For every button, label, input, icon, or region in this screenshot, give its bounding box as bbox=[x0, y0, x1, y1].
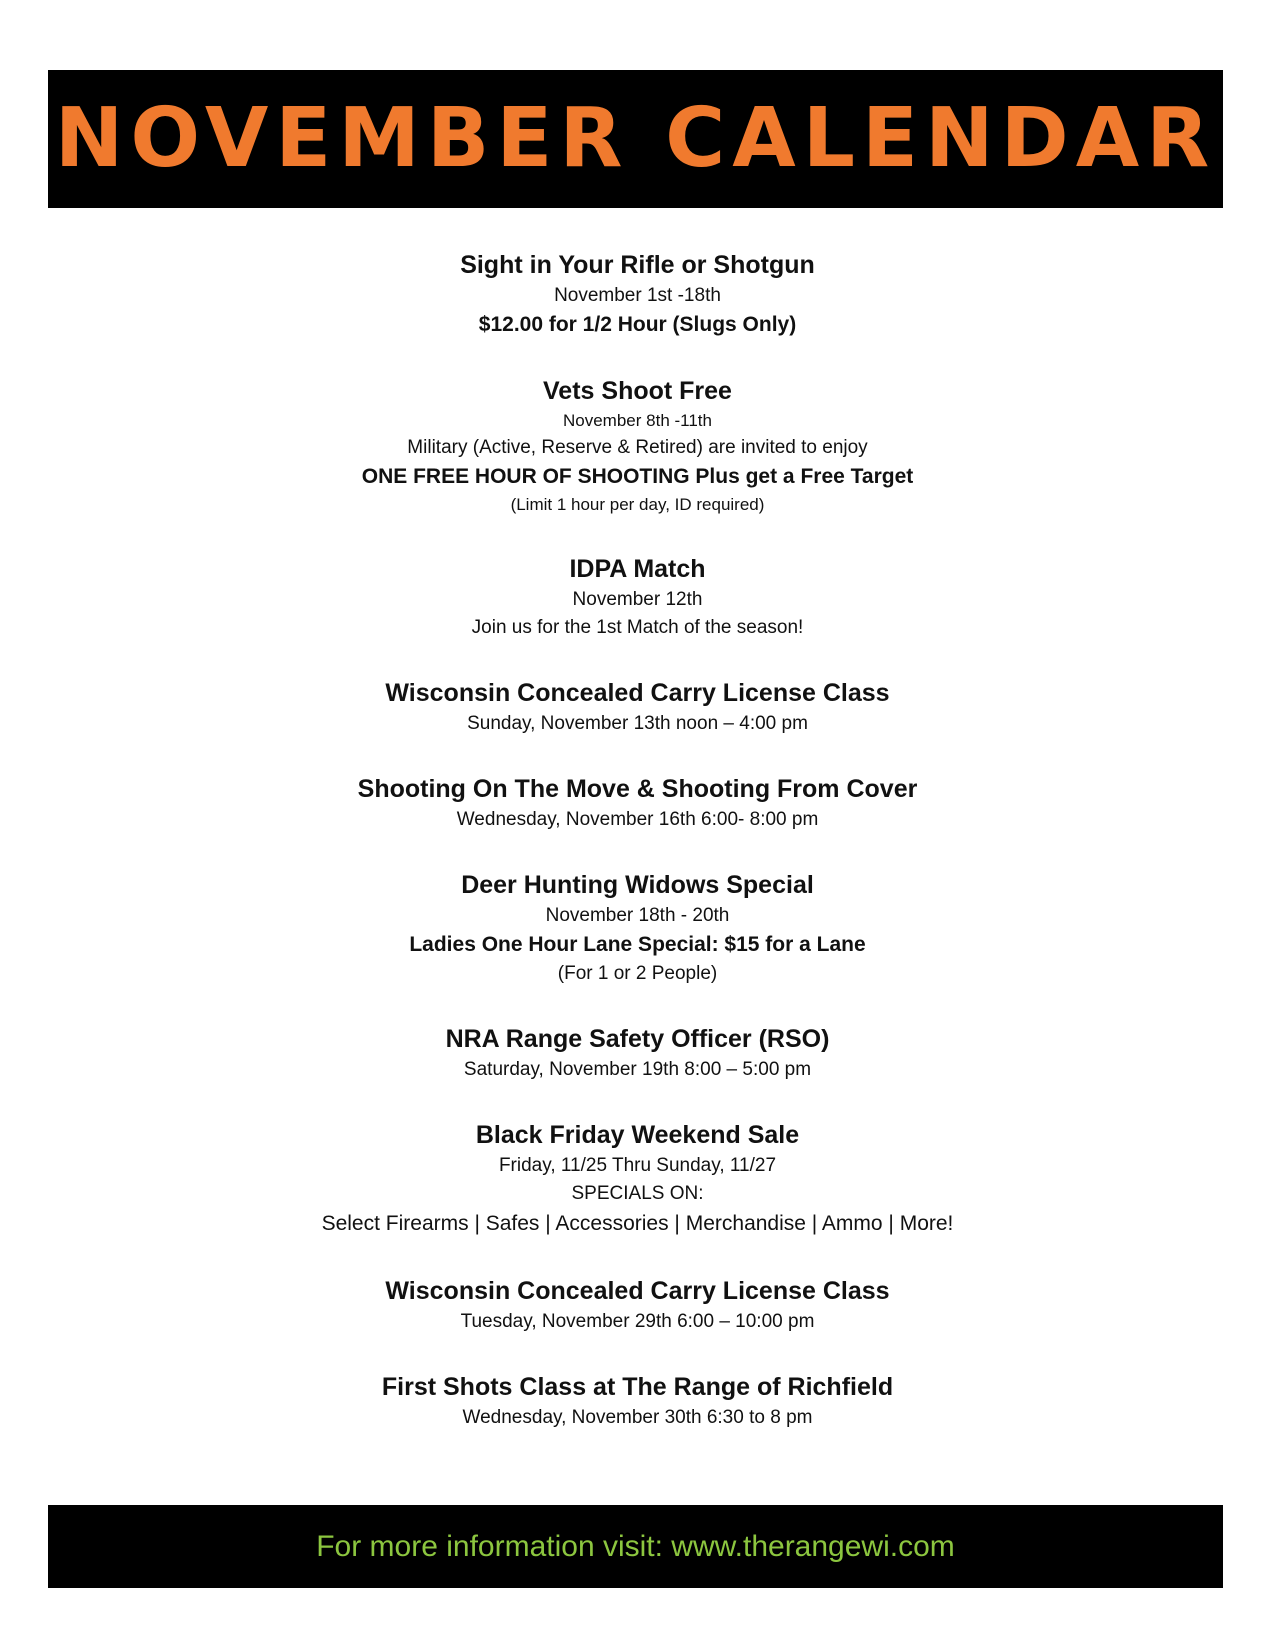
event-detail-line: Friday, 11/25 Thru Sunday, 11/27 bbox=[498, 1155, 777, 1176]
event-detail-line: Wednesday, November 30th 6:30 to 8 pm bbox=[462, 1407, 813, 1428]
event-title: Shooting On The Move & Shooting From Cover bbox=[357, 775, 918, 803]
event-detail-line: November 8th -11th bbox=[563, 411, 712, 430]
event-block bbox=[0, 1370, 1275, 1432]
header-banner bbox=[48, 70, 1223, 208]
footer-info-text: For more information visit: www.therangewi.com bbox=[316, 1529, 955, 1563]
event-block bbox=[0, 552, 1275, 642]
event-block bbox=[0, 1118, 1275, 1240]
event-detail-line: Join us for the 1st Match of the season! bbox=[471, 617, 804, 638]
event-title: Sight in Your Rifle or Shotgun bbox=[460, 251, 815, 279]
event-title: Wisconsin Concealed Carry License Class bbox=[385, 679, 890, 707]
event-detail-line: Sunday, November 13th noon – 4:00 pm bbox=[467, 713, 808, 734]
event-block bbox=[0, 868, 1275, 988]
event-block bbox=[0, 248, 1275, 340]
event-detail-line: (For 1 or 2 People) bbox=[557, 963, 718, 984]
event-detail-line: Tuesday, November 29th 6:00 – 10:00 pm bbox=[460, 1311, 815, 1332]
event-detail-line: November 1st -18th bbox=[554, 285, 721, 306]
footer-banner bbox=[48, 1505, 1223, 1588]
event-title: First Shots Class at The Range of Richfield bbox=[381, 1373, 894, 1401]
event-list bbox=[0, 248, 1275, 1466]
event-title: Black Friday Weekend Sale bbox=[475, 1121, 800, 1149]
event-detail-line: November 18th - 20th bbox=[545, 905, 730, 926]
event-detail-line: (Limit 1 hour per day, ID required) bbox=[510, 495, 765, 514]
event-title: Vets Shoot Free bbox=[543, 377, 732, 405]
event-title: Deer Hunting Widows Special bbox=[461, 871, 814, 899]
event-block bbox=[0, 1022, 1275, 1084]
event-block bbox=[0, 772, 1275, 834]
event-detail-line: November 12th bbox=[572, 589, 703, 610]
event-detail-line: ONE FREE HOUR OF SHOOTING Plus get a Free Target bbox=[361, 465, 914, 488]
event-detail-line: $12.00 for 1/2 Hour (Slugs Only) bbox=[478, 313, 797, 336]
event-block bbox=[0, 1274, 1275, 1336]
event-block bbox=[0, 374, 1275, 518]
event-title: Wisconsin Concealed Carry License Class bbox=[385, 1277, 890, 1305]
page-title: NOVEMBER CALENDAR bbox=[54, 91, 1217, 186]
event-detail-line: Wednesday, November 16th 6:00- 8:00 pm bbox=[456, 809, 819, 830]
event-detail-line: Select Firearms | Safes | Accessories | Merchandise | Ammo | More! bbox=[321, 1212, 954, 1235]
event-detail-line: Military (Active, Reserve & Retired) are invited to enjoy bbox=[407, 437, 868, 458]
event-detail-line: Saturday, November 19th 8:00 – 5:00 pm bbox=[463, 1059, 812, 1080]
event-title: IDPA Match bbox=[569, 555, 706, 583]
event-detail-line: SPECIALS ON: bbox=[571, 1183, 704, 1204]
event-detail-line: Ladies One Hour Lane Special: $15 for a Lane bbox=[409, 933, 866, 956]
event-title: NRA Range Safety Officer (RSO) bbox=[445, 1025, 830, 1053]
event-block bbox=[0, 676, 1275, 738]
